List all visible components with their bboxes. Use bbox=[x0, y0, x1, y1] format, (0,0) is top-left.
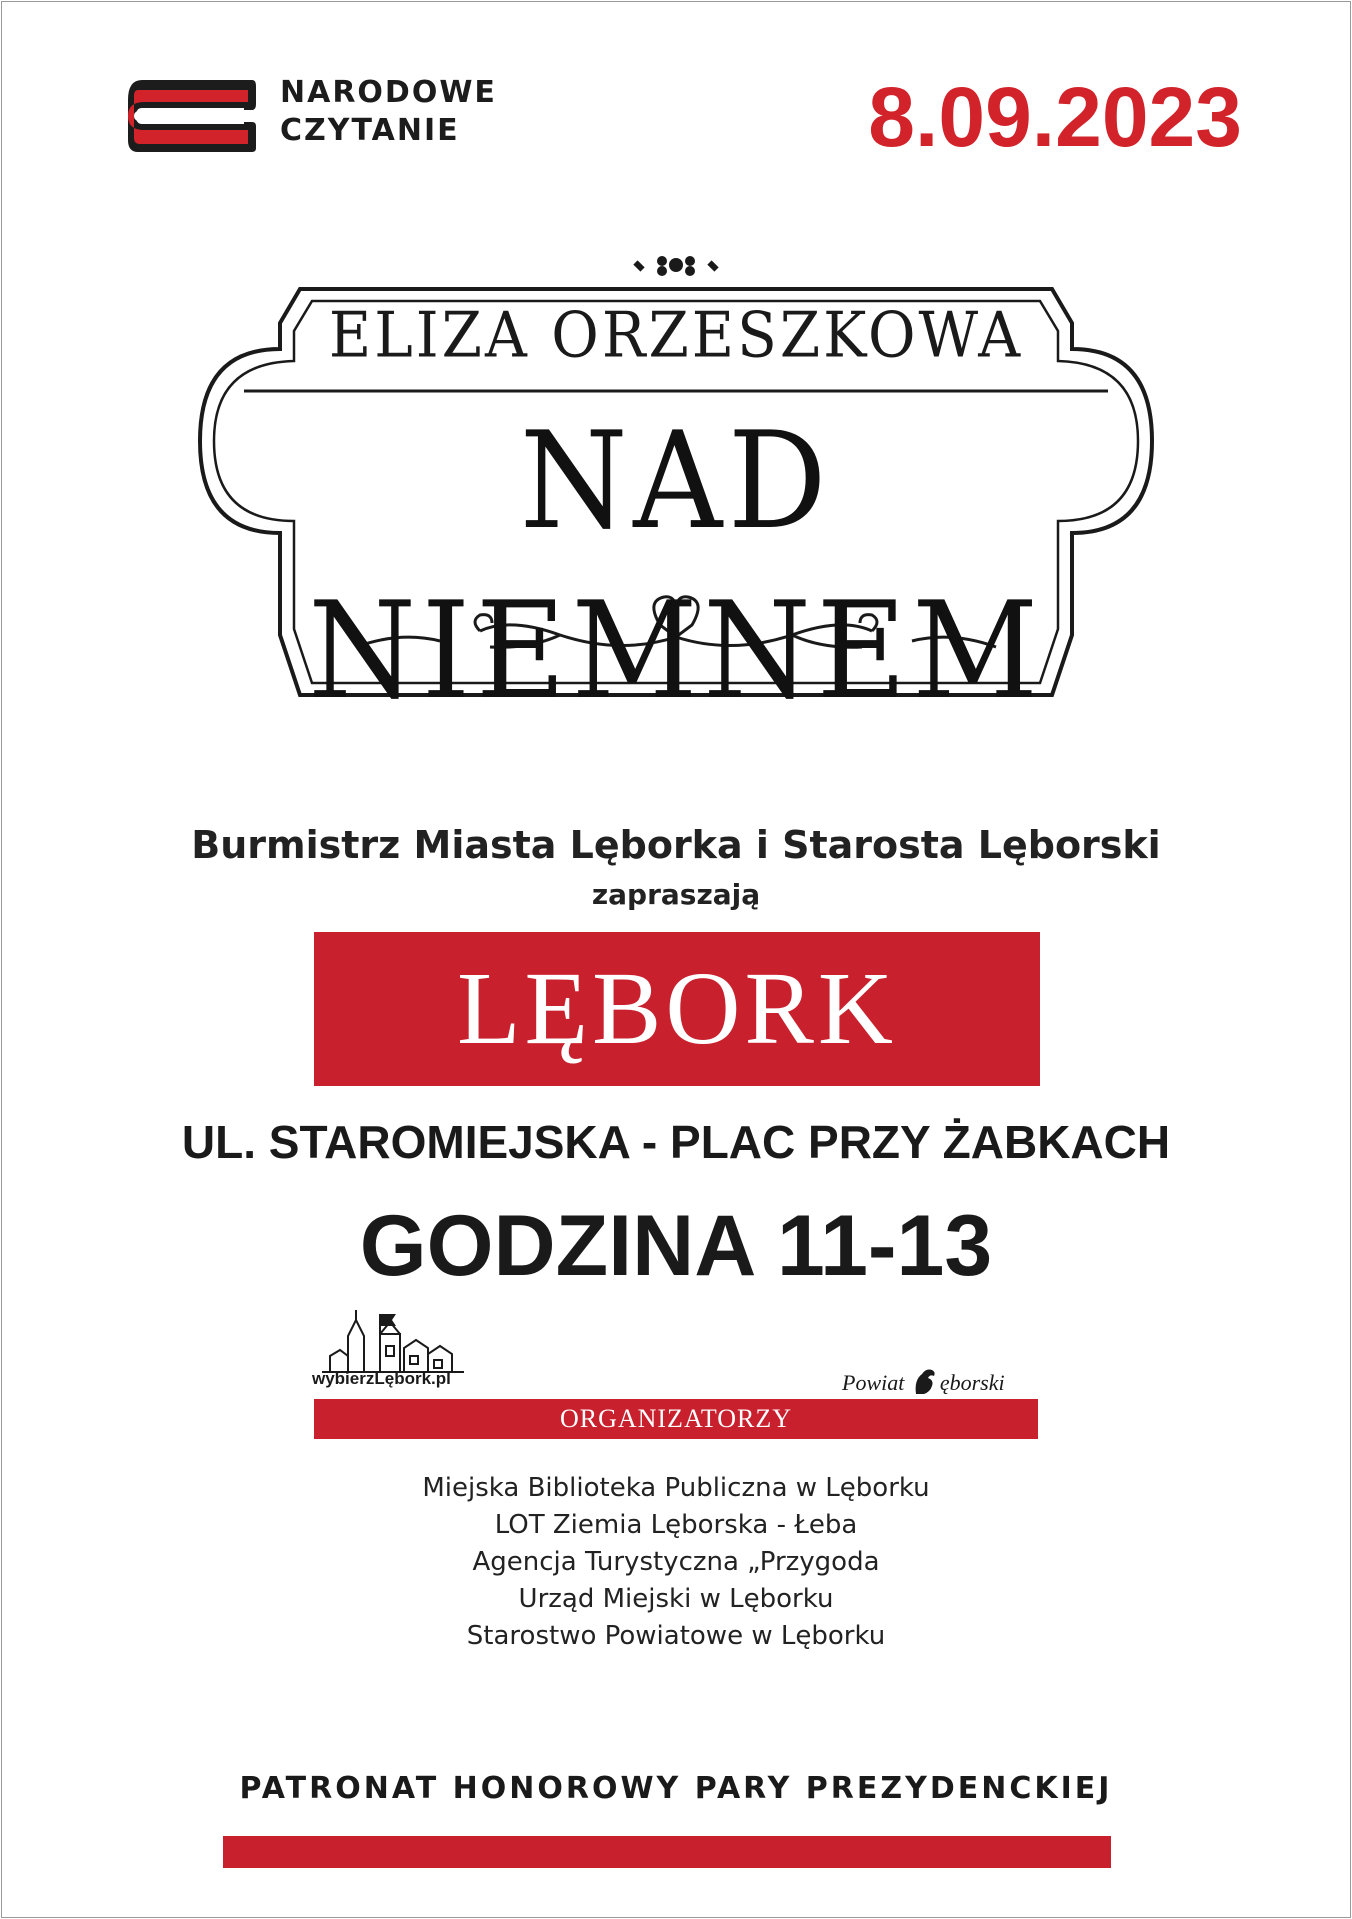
hosts-line: Burmistrz Miasta Lęborka i Starosta Lęborski bbox=[191, 823, 1161, 867]
organizers-label: ORGANIZATORZY bbox=[559, 1404, 793, 1433]
powiat-suffix: ęborski bbox=[939, 1370, 1005, 1395]
logo-line-2: CZYTANIE bbox=[280, 113, 460, 148]
organizer-item: Urząd Miejski w Lęborku bbox=[518, 1584, 834, 1614]
organizer-item: Miejska Biblioteka Publiczna w Lęborku bbox=[422, 1473, 930, 1503]
organizer-item: LOT Ziemia Lęborska - Łeba bbox=[494, 1510, 858, 1540]
event-date: 8.09.2023 bbox=[868, 70, 1242, 164]
event-address: UL. STAROMIEJSKA - PLAC PRZY ŻABKACH bbox=[181, 1116, 1171, 1168]
powiat-word: Powiat bbox=[842, 1370, 905, 1395]
event-hours: GODZINA 11-13 bbox=[359, 1198, 993, 1294]
organizers-list bbox=[0, 1470, 1352, 1655]
invite-verb: zapraszają bbox=[591, 878, 761, 911]
organizer-item: Agencja Turystyczna „Przygoda bbox=[472, 1547, 880, 1577]
city-name: LĘBORK bbox=[457, 951, 897, 1066]
town-website: wybierzLębork.pl bbox=[312, 1369, 451, 1388]
book-title: NAD NIEMNEM bbox=[308, 403, 1044, 729]
narodowe-czytanie-wordmark bbox=[280, 74, 497, 150]
organizer-item: Starostwo Powiatowe w Lęborku bbox=[466, 1621, 886, 1651]
honorary-patronage: PATRONAT HONOROWY PARY PREZYDENCKIEJ bbox=[239, 1771, 1113, 1806]
bottom-red-bar bbox=[223, 1836, 1111, 1868]
logo-line-1: NARODOWE bbox=[280, 75, 497, 110]
griffin-crest-icon bbox=[910, 1366, 940, 1396]
author-name: ELIZA ORZESZKOWA bbox=[328, 298, 1024, 372]
narodowe-czytanie-book-logo bbox=[124, 76, 258, 156]
powiat-lęborski-logo bbox=[842, 1366, 1005, 1396]
